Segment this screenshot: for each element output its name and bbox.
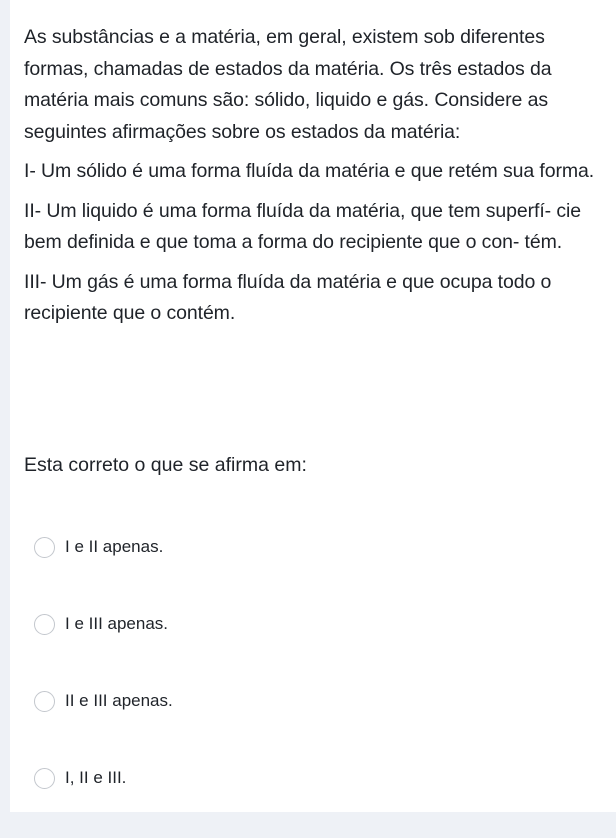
option-label: I e II apenas. bbox=[65, 537, 164, 556]
statement-2: II- Um liquido é uma forma fluída da matéria, que tem superfí- cie bem definida e que toma a forma do recipiente que o con- tém. bbox=[24, 199, 581, 253]
answer-option-2[interactable] bbox=[34, 607, 594, 684]
radio-button[interactable] bbox=[34, 691, 55, 712]
radio-button[interactable] bbox=[34, 614, 55, 635]
question-text bbox=[24, 22, 604, 330]
option-label: II e III apenas. bbox=[65, 691, 173, 710]
answer-options bbox=[34, 530, 594, 838]
radio-button[interactable] bbox=[34, 768, 55, 789]
question-intro: As substâncias e a matéria, em geral, existem sob diferentes formas, chamadas de estados da matéria. Os três estados da matéria mais comuns são: sólido, liquido e gás. Considere as seguintes afirmações sobre os estados da matéria: bbox=[24, 26, 552, 143]
question-prompt: Esta correto o que se afirma em: bbox=[24, 454, 307, 476]
answer-option-1[interactable] bbox=[34, 530, 594, 607]
radio-button[interactable] bbox=[34, 537, 55, 558]
answer-option-3[interactable] bbox=[34, 684, 594, 761]
question-card bbox=[10, 0, 616, 812]
statement-3: III- Um gás é uma forma fluída da matéria e que ocupa todo o recipiente que o contém. bbox=[24, 270, 552, 324]
option-label: I, II e III. bbox=[65, 768, 127, 787]
answer-option-4[interactable] bbox=[34, 761, 594, 838]
option-label: I e III apenas. bbox=[65, 614, 169, 633]
statement-1: I- Um sólido é uma forma fluída da matéria e que retém sua forma. bbox=[24, 160, 595, 182]
